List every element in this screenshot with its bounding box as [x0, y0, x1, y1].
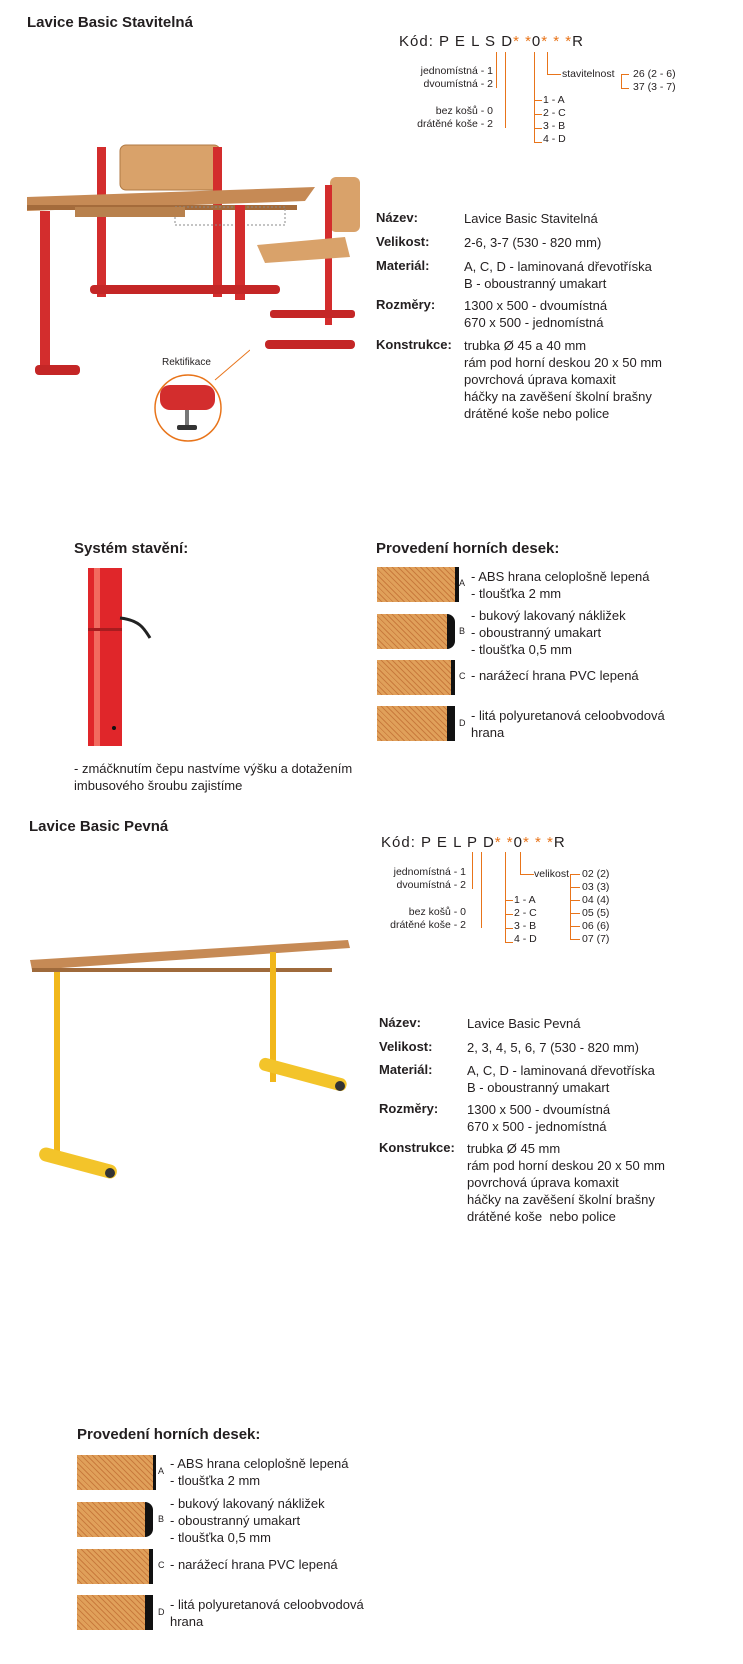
code-r: R	[553, 834, 566, 851]
code-legend-left	[390, 866, 466, 932]
fixed-desk-illustration	[28, 928, 353, 1183]
board-text: - bukový lakovaný nákližek - oboustranný umakart - tloušťka 0,5 mm	[170, 1496, 325, 1545]
legend-item: bez košů - 0	[408, 906, 466, 918]
board-text: - narážecí hrana PVC lepená	[170, 1557, 338, 1572]
legend-item: bez košů - 0	[435, 105, 493, 117]
boards-title: Provedení horních desek:	[376, 540, 560, 557]
board-letter: D	[158, 1607, 165, 1617]
spec-label: Materiál:	[376, 258, 430, 273]
code-legend-desk	[514, 894, 537, 946]
board-b-sample	[77, 1502, 153, 1537]
code-stars-2: * * *	[541, 33, 573, 50]
legend-velikost: velikost	[534, 868, 570, 880]
legend-item: dvoumístná - 2	[423, 78, 493, 90]
legend-item: 06 (6)	[582, 920, 610, 932]
spec-value: Lavice Basic Pevná	[467, 1016, 581, 1031]
spec-value: Lavice Basic Stavitelná	[464, 211, 598, 226]
code-prefix: Kód: P E L P D	[381, 834, 495, 851]
board-text: - bukový lakovaný nákližek - oboustranný umakart - tloušťka 0,5 mm	[471, 608, 626, 657]
rektifikace-detail	[150, 330, 250, 445]
rektifikace-label: Rektifikace	[162, 357, 211, 368]
spec-label: Konstrukce:	[379, 1140, 455, 1155]
spec-value: 1300 x 500 - dvoumístná 670 x 500 - jednomístná	[464, 298, 608, 330]
product-code	[381, 834, 566, 851]
adjust-mechanism-photo	[84, 568, 159, 748]
spec-label: Rozměry:	[379, 1101, 439, 1116]
code-stars-1: * *	[513, 33, 532, 50]
board-text: - litá polyuretanová celoobvodová hrana	[170, 1597, 364, 1629]
legend-item: jednomístná - 1	[393, 866, 466, 878]
board-letter: C	[158, 1560, 165, 1570]
legend-item: 2 - C	[514, 907, 537, 919]
legend-item: 1 - A	[514, 894, 536, 906]
board-c-sample	[77, 1549, 153, 1584]
legend-item: dvoumístná - 2	[396, 879, 466, 891]
code-legend-sizes	[582, 868, 609, 946]
legend-item: 2 - C	[543, 107, 566, 119]
product-code	[399, 33, 584, 50]
legend-item: 07 (7)	[582, 933, 610, 945]
spec-value: trubka Ø 45 a 40 mm rám pod horní deskou 20 x 50 mm povrchová úprava komaxit háčky na zavěšení školní brašny drátěné koše nebo police	[464, 338, 662, 421]
spec-value: 2, 3, 4, 5, 6, 7 (530 - 820 mm)	[467, 1040, 639, 1055]
legend-item: drátěné koše - 2	[417, 118, 493, 130]
spec-value: 1300 x 500 - dvoumístná 670 x 500 - jednomístná	[467, 1102, 611, 1134]
legend-stavitelnost: stavitelnost	[562, 68, 615, 80]
board-letter: A	[459, 578, 466, 588]
board-letter: B	[158, 1514, 165, 1524]
system-description: - zmáčknutím čepu nastvíme výšku a dotažením imbusového šroubu zajistíme	[74, 761, 353, 793]
spec-value: A, C, D - laminovaná dřevotříska B - oboustranný umakart	[467, 1063, 655, 1095]
system-title: Systém stavění:	[74, 540, 189, 557]
board-letter: A	[158, 1466, 165, 1476]
board-a-sample	[377, 567, 459, 602]
section-title-stavitelna: Lavice Basic Stavitelná	[27, 14, 193, 31]
board-c-sample	[377, 660, 455, 695]
spec-label: Velikost:	[379, 1039, 433, 1054]
spec-label: Velikost:	[376, 234, 430, 249]
legend-item: 1 - A	[543, 94, 565, 106]
legend-item: 03 (3)	[582, 881, 610, 893]
board-text: - ABS hrana celoplošně lepená - tloušťka 2 mm	[471, 569, 650, 601]
code-prefix: Kód: P E L S D	[399, 33, 514, 50]
spec-value: trubka Ø 45 mm rám pod horní deskou 20 x 50 mm povrchová úprava komaxit háčky na zavěšení školní brašny drátěné koše nebo police	[467, 1141, 665, 1224]
legend-item: jednomístná - 1	[420, 65, 493, 77]
spec-label: Materiál:	[379, 1062, 433, 1077]
code-legend-left	[417, 65, 493, 131]
legend-item: 05 (5)	[582, 907, 610, 919]
legend-item: 02 (2)	[582, 868, 610, 880]
legend-item: 37 (3 - 7)	[633, 81, 676, 93]
board-letter: C	[459, 671, 466, 681]
legend-item: 26 (2 - 6)	[633, 68, 676, 80]
board-text: - narážecí hrana PVC lepená	[471, 668, 639, 683]
code-zero: 0	[513, 834, 523, 851]
code-r: R	[572, 33, 584, 50]
board-d-sample	[77, 1595, 153, 1630]
code-zero: 0	[531, 33, 542, 50]
section-title-pevna: Lavice Basic Pevná	[29, 818, 169, 835]
code-stars-1: * *	[494, 834, 514, 851]
legend-item: 3 - B	[514, 920, 537, 932]
spec-label: Konstrukce:	[376, 337, 452, 352]
board-letter: D	[459, 718, 466, 728]
spec-value: A, C, D - laminovaná dřevotříska B - oboustranný umakart	[464, 259, 652, 291]
board-letter: B	[459, 626, 466, 636]
spec-value: 2-6, 3-7 (530 - 820 mm)	[464, 235, 602, 250]
board-text: - litá polyuretanová celoobvodová hrana	[471, 708, 665, 740]
code-legend-sizes	[633, 68, 676, 94]
board-a-sample	[77, 1455, 156, 1490]
board-b-sample	[377, 614, 455, 649]
legend-item: 04 (4)	[582, 894, 610, 906]
spec-label: Název:	[379, 1015, 421, 1030]
legend-item: drátěné koše - 2	[390, 919, 466, 931]
legend-item: 4 - D	[514, 933, 537, 945]
code-stars-2: * * *	[522, 834, 554, 851]
legend-item: 4 - D	[543, 133, 566, 145]
board-d-sample	[377, 706, 455, 741]
code-legend-desk	[543, 94, 566, 146]
board-text: - ABS hrana celoplošně lepená - tloušťka 2 mm	[170, 1456, 349, 1488]
legend-item: 3 - B	[543, 120, 566, 132]
spec-label: Název:	[376, 210, 418, 225]
boards-title: Provedení horních desek:	[77, 1426, 261, 1443]
spec-label: Rozměry:	[376, 297, 436, 312]
